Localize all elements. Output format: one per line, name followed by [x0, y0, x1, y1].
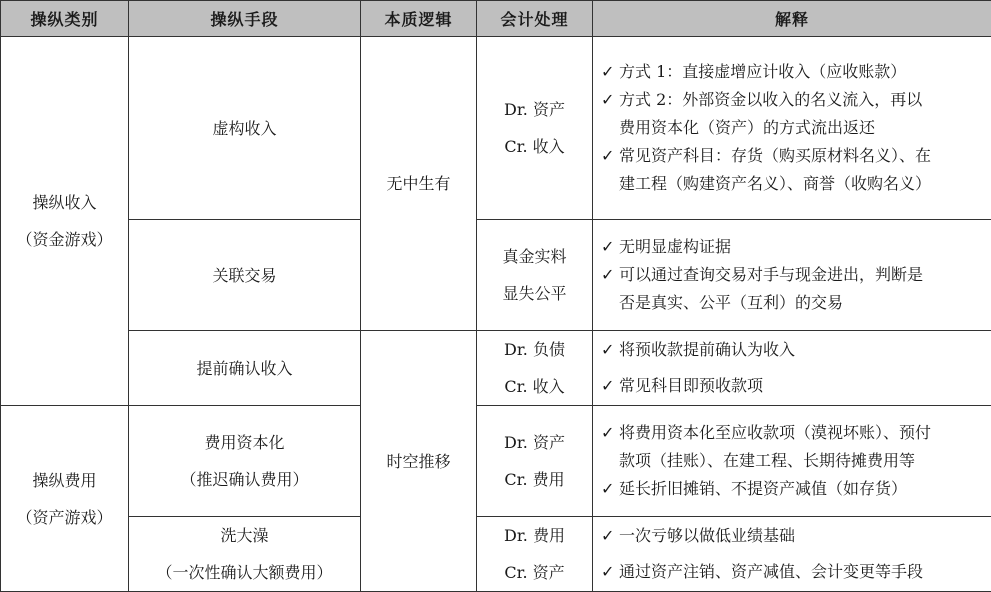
category-cell: 操纵费用 （资产游戏）: [1, 406, 129, 592]
essence-cell: 无中生有: [361, 37, 477, 331]
bullet: ✓ 通过资产注销、资产减值、会计变更等手段: [601, 554, 991, 590]
check-icon: ✓: [601, 261, 619, 289]
explanation-cell: ✓ 将费用资本化至应收款项（漠视坏账）、预付 款项（挂账）、在建工程、长期待摊费用等 ✓ 延长折旧摊销、不提资产减值（如存货）: [593, 406, 991, 517]
accounting-cell: Dr. 资产 Cr. 费用: [477, 406, 593, 517]
check-icon: ✓: [601, 419, 619, 447]
header-explanation: 解释: [593, 1, 991, 37]
check-icon: ✓: [601, 554, 619, 590]
header-accounting: 会计处理: [477, 1, 593, 37]
check-icon: ✓: [601, 233, 619, 261]
bullet: ✓ 方式 1：直接虚增应计收入（应收账款）: [601, 58, 991, 86]
check-icon: ✓: [601, 332, 619, 368]
check-icon: ✓: [601, 86, 619, 114]
method-cell: 费用资本化 （推迟确认费用）: [129, 406, 361, 517]
method-cell: 虚构收入: [129, 37, 361, 220]
bullet: ✓ 一次亏够以做低业绩基础: [601, 518, 991, 554]
essence-cell: 时空推移: [361, 331, 477, 592]
header-essence: 本质逻辑: [361, 1, 477, 37]
method-cell: 提前确认收入: [129, 331, 361, 406]
table-row: [1, 331, 991, 406]
method-cell: 关联交易: [129, 220, 361, 331]
check-icon: ✓: [601, 58, 619, 86]
check-icon: ✓: [601, 368, 619, 404]
explanation-cell: ✓ 方式 1：直接虚增应计收入（应收账款） ✓ 方式 2：外部资金以收入的名义流入，再以 费用资本化（资产）的方式流出返还 ✓ 常见资产科目：存货（购买原材料名义）、在 建工程（购建资产名义）、商誉（收购名义）: [593, 37, 991, 220]
explanation-cell: [593, 517, 991, 592]
bullet: ✓ 将预收款提前确认为收入: [601, 332, 991, 368]
table-row: [1, 37, 991, 220]
bullet: ✓ 可以通过查询交易对手与现金进出，判断是: [601, 261, 991, 289]
bullet: ✓ 方式 2：外部资金以收入的名义流入，再以: [601, 86, 991, 114]
bullet: ✓ 无明显虚构证据: [601, 233, 991, 261]
accounting-cell: Dr. 负债 Cr. 收入: [477, 331, 593, 406]
bullet: ✓ 常见资产科目：存货（购买原材料名义）、在: [601, 142, 991, 170]
accounting-cell: 真金实料 显失公平: [477, 220, 593, 331]
header-row: [1, 1, 991, 37]
table-row: [1, 517, 991, 592]
category-cell: 操纵收入 （资金游戏）: [1, 37, 129, 406]
method-cell: 洗大澡 （一次性确认大额费用）: [129, 517, 361, 592]
check-icon: ✓: [601, 475, 619, 503]
header-method: 操纵手段: [129, 1, 361, 37]
bullet: ✓ 将费用资本化至应收款项（漠视坏账）、预付: [601, 419, 991, 447]
table-row: [1, 406, 991, 517]
header-category: 操纵类别: [1, 1, 129, 37]
explanation-cell: ✓ 无明显虚构证据 ✓ 可以通过查询交易对手与现金进出，判断是 否是真实、公平（互利）的交易: [593, 220, 991, 331]
check-icon: ✓: [601, 142, 619, 170]
bullet: ✓ 延长折旧摊销、不提资产减值（如存货）: [601, 475, 991, 503]
accounting-cell: Dr. 费用 Cr. 资产: [477, 517, 593, 592]
check-icon: ✓: [601, 518, 619, 554]
accounting-cell: Dr. 资产 Cr. 收入: [477, 37, 593, 220]
bullet: ✓ 常见科目即预收款项: [601, 368, 991, 404]
explanation-cell: [593, 331, 991, 406]
table-row: [1, 220, 991, 331]
